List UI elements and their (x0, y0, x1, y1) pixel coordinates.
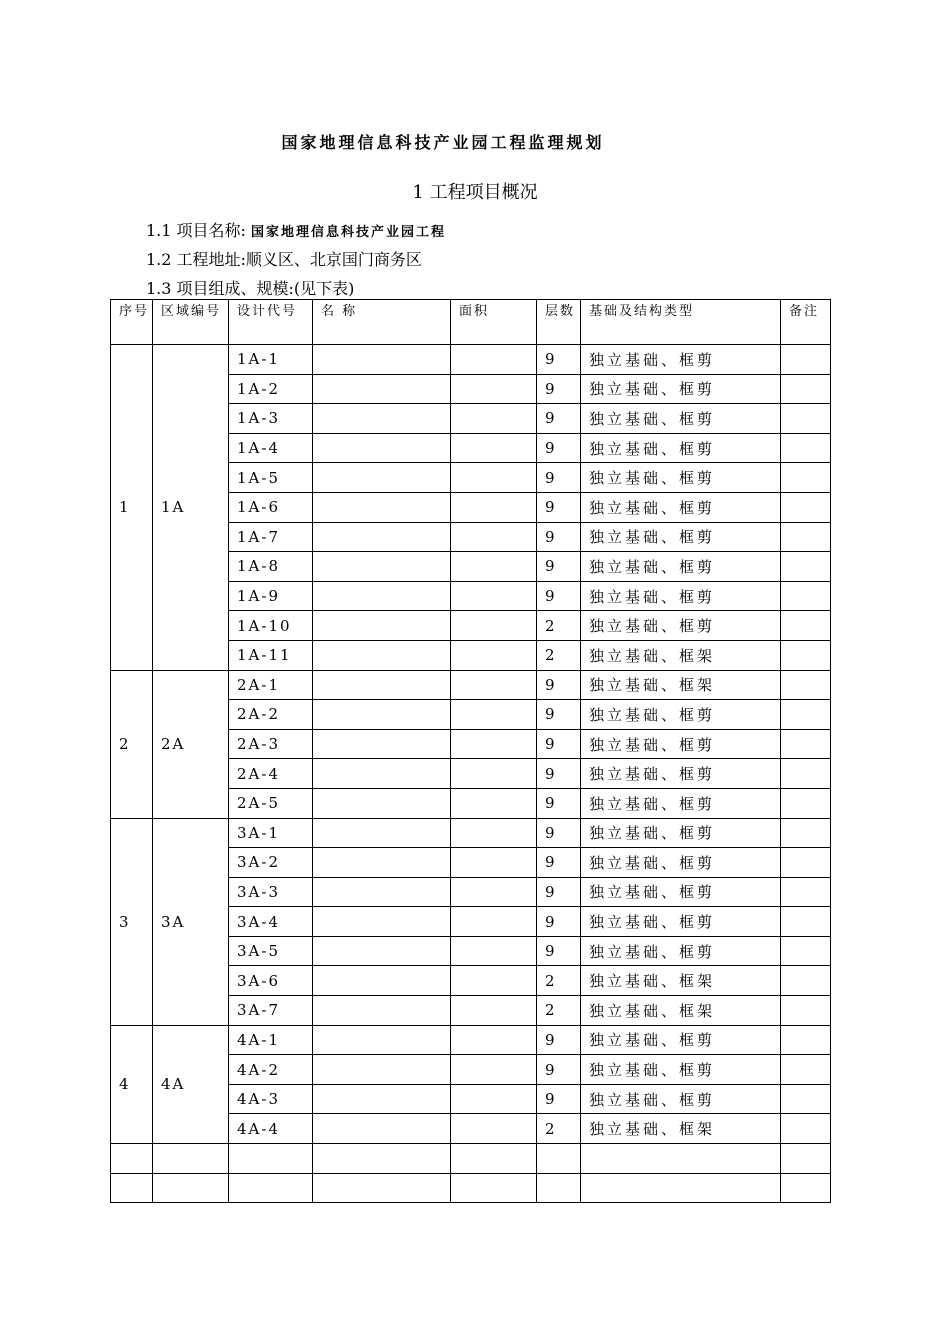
floors-cell: 9 (537, 877, 581, 907)
area-cell (451, 611, 537, 641)
structure-type-cell: 独立基础、框架 (581, 996, 781, 1026)
code-cell: 1A-11 (229, 640, 313, 670)
code-cell: 1A-8 (229, 552, 313, 582)
project-composition-line: 1.3 项目组成、规模:(见下表) (146, 279, 355, 298)
empty-cell (229, 1144, 313, 1174)
structure-type-cell: 独立基础、框剪 (581, 788, 781, 818)
name-cell (313, 1084, 451, 1114)
table-header-row (111, 300, 831, 345)
zone-cell: 3A (153, 818, 229, 1025)
note-cell (781, 966, 831, 996)
area-cell (451, 345, 537, 375)
note-cell (781, 996, 831, 1026)
document-title: 国家地理信息科技产业园工程监理规划 (281, 133, 605, 152)
area-cell (451, 640, 537, 670)
note-cell (781, 788, 831, 818)
code-cell: 1A-2 (229, 374, 313, 404)
code-cell: 3A-3 (229, 877, 313, 907)
code-cell: 1A-1 (229, 345, 313, 375)
name-cell (313, 936, 451, 966)
floors-cell: 2 (537, 966, 581, 996)
note-cell (781, 581, 831, 611)
code-cell: 1A-5 (229, 463, 313, 493)
note-cell (781, 936, 831, 966)
floors-cell: 2 (537, 640, 581, 670)
floors-cell: 9 (537, 818, 581, 848)
area-cell (451, 522, 537, 552)
structure-type-cell: 独立基础、框架 (581, 1114, 781, 1144)
code-cell: 1A-7 (229, 522, 313, 552)
structure-type-cell: 独立基础、框剪 (581, 611, 781, 641)
area-cell (451, 729, 537, 759)
area-cell (451, 877, 537, 907)
area-cell (451, 936, 537, 966)
empty-cell (537, 1144, 581, 1174)
empty-cell (581, 1144, 781, 1174)
code-cell: 1A-3 (229, 404, 313, 434)
note-cell (781, 1114, 831, 1144)
project-address-line: 1.2 工程地址:顺义区、北京国门商务区 (146, 250, 422, 269)
zone-cell: 4A (153, 1025, 229, 1143)
structure-type-cell: 独立基础、框剪 (581, 700, 781, 730)
structure-type-cell: 独立基础、框剪 (581, 433, 781, 463)
name-cell (313, 404, 451, 434)
name-cell (313, 877, 451, 907)
project-name-label: 1.1 项目名称: (146, 221, 246, 240)
name-cell (313, 907, 451, 937)
area-cell (451, 581, 537, 611)
structure-type-cell: 独立基础、框剪 (581, 1084, 781, 1114)
seq-cell: 1 (111, 345, 153, 671)
area-cell (451, 818, 537, 848)
name-cell (313, 759, 451, 789)
seq-cell: 3 (111, 818, 153, 1025)
note-cell (781, 877, 831, 907)
note-cell (781, 1055, 831, 1085)
table-row (111, 670, 831, 700)
area-cell (451, 996, 537, 1026)
empty-row (111, 1173, 831, 1203)
code-cell: 2A-2 (229, 700, 313, 730)
structure-type-cell: 独立基础、框剪 (581, 877, 781, 907)
area-cell (451, 966, 537, 996)
code-cell: 4A-4 (229, 1114, 313, 1144)
structure-type-cell: 独立基础、框剪 (581, 374, 781, 404)
name-cell (313, 433, 451, 463)
name-cell (313, 552, 451, 582)
structure-type-cell: 独立基础、框架 (581, 670, 781, 700)
code-cell: 3A-7 (229, 996, 313, 1026)
empty-cell (313, 1144, 451, 1174)
area-cell (451, 463, 537, 493)
note-cell (781, 700, 831, 730)
header-code: 设计代号 (229, 300, 313, 345)
structure-type-cell: 独立基础、框剪 (581, 759, 781, 789)
header-structure-type: 基础及结构类型 (581, 300, 781, 345)
code-cell: 2A-5 (229, 788, 313, 818)
zone-cell: 1A (153, 345, 229, 671)
name-cell (313, 729, 451, 759)
name-cell (313, 1055, 451, 1085)
area-cell (451, 1114, 537, 1144)
header-name: 名 称 (313, 300, 451, 345)
note-cell (781, 907, 831, 937)
seq-cell: 2 (111, 670, 153, 818)
note-cell (781, 759, 831, 789)
empty-cell (451, 1173, 537, 1203)
area-cell (451, 907, 537, 937)
code-cell: 4A-1 (229, 1025, 313, 1055)
table-row (111, 818, 831, 848)
floors-cell: 9 (537, 522, 581, 552)
table-body (111, 345, 831, 1203)
area-cell (451, 759, 537, 789)
note-cell (781, 729, 831, 759)
floors-cell: 9 (537, 492, 581, 522)
empty-cell (537, 1173, 581, 1203)
seq-cell: 4 (111, 1025, 153, 1143)
name-cell (313, 1114, 451, 1144)
empty-cell (781, 1173, 831, 1203)
note-cell (781, 848, 831, 878)
floors-cell: 9 (537, 907, 581, 937)
floors-cell: 9 (537, 463, 581, 493)
name-cell (313, 611, 451, 641)
empty-cell (111, 1173, 153, 1203)
area-cell (451, 1055, 537, 1085)
code-cell: 1A-10 (229, 611, 313, 641)
name-cell (313, 1025, 451, 1055)
note-cell (781, 522, 831, 552)
structure-type-cell: 独立基础、框剪 (581, 1055, 781, 1085)
zone-cell: 2A (153, 670, 229, 818)
floors-cell: 9 (537, 848, 581, 878)
empty-cell (153, 1144, 229, 1174)
code-cell: 1A-9 (229, 581, 313, 611)
floors-cell: 9 (537, 374, 581, 404)
name-cell (313, 670, 451, 700)
name-cell (313, 818, 451, 848)
area-cell (451, 433, 537, 463)
name-cell (313, 788, 451, 818)
note-cell (781, 552, 831, 582)
code-cell: 3A-5 (229, 936, 313, 966)
note-cell (781, 1025, 831, 1055)
name-cell (313, 374, 451, 404)
floors-cell: 9 (537, 670, 581, 700)
floors-cell: 9 (537, 759, 581, 789)
floors-cell: 9 (537, 581, 581, 611)
empty-cell (451, 1144, 537, 1174)
structure-type-cell: 独立基础、框剪 (581, 345, 781, 375)
note-cell (781, 611, 831, 641)
code-cell: 1A-4 (229, 433, 313, 463)
floors-cell: 9 (537, 936, 581, 966)
structure-type-cell: 独立基础、框剪 (581, 818, 781, 848)
area-cell (451, 492, 537, 522)
header-zone: 区域编号 (153, 300, 229, 345)
header-floors: 层数 (537, 300, 581, 345)
floors-cell: 9 (537, 788, 581, 818)
header-note: 备注 (781, 300, 831, 345)
structure-type-cell: 独立基础、框剪 (581, 581, 781, 611)
code-cell: 4A-2 (229, 1055, 313, 1085)
empty-cell (111, 1144, 153, 1174)
structure-type-cell: 独立基础、框剪 (581, 848, 781, 878)
name-cell (313, 522, 451, 552)
note-cell (781, 670, 831, 700)
name-cell (313, 966, 451, 996)
empty-cell (313, 1173, 451, 1203)
area-cell (451, 1025, 537, 1055)
name-cell (313, 640, 451, 670)
note-cell (781, 818, 831, 848)
code-cell: 1A-6 (229, 492, 313, 522)
empty-cell (581, 1173, 781, 1203)
structure-type-cell: 独立基础、框剪 (581, 492, 781, 522)
name-cell (313, 345, 451, 375)
name-cell (313, 492, 451, 522)
floors-cell: 9 (537, 552, 581, 582)
note-cell (781, 640, 831, 670)
structure-type-cell: 独立基础、框剪 (581, 729, 781, 759)
floors-cell: 9 (537, 1025, 581, 1055)
header-area: 面积 (451, 300, 537, 345)
code-cell: 3A-6 (229, 966, 313, 996)
area-cell (451, 848, 537, 878)
code-cell: 3A-2 (229, 848, 313, 878)
code-cell: 3A-1 (229, 818, 313, 848)
code-cell: 2A-1 (229, 670, 313, 700)
name-cell (313, 581, 451, 611)
floors-cell: 2 (537, 1114, 581, 1144)
structure-type-cell: 独立基础、框架 (581, 966, 781, 996)
floors-cell: 2 (537, 996, 581, 1026)
note-cell (781, 345, 831, 375)
area-cell (451, 670, 537, 700)
name-cell (313, 463, 451, 493)
structure-type-cell: 独立基础、框剪 (581, 552, 781, 582)
note-cell (781, 404, 831, 434)
note-cell (781, 374, 831, 404)
structure-type-cell: 独立基础、框剪 (581, 404, 781, 434)
structure-type-cell: 独立基础、框剪 (581, 907, 781, 937)
table-row (111, 345, 831, 375)
code-cell: 2A-4 (229, 759, 313, 789)
floors-cell: 9 (537, 729, 581, 759)
area-cell (451, 700, 537, 730)
note-cell (781, 433, 831, 463)
area-cell (451, 404, 537, 434)
structure-type-cell: 独立基础、框架 (581, 640, 781, 670)
project-table (110, 299, 831, 1203)
empty-cell (781, 1144, 831, 1174)
name-cell (313, 700, 451, 730)
structure-type-cell: 独立基础、框剪 (581, 522, 781, 552)
code-cell: 2A-3 (229, 729, 313, 759)
floors-cell: 9 (537, 1055, 581, 1085)
floors-cell: 9 (537, 433, 581, 463)
name-cell (313, 996, 451, 1026)
floors-cell: 9 (537, 700, 581, 730)
project-name-line (146, 218, 446, 241)
note-cell (781, 1084, 831, 1114)
note-cell (781, 492, 831, 522)
structure-type-cell: 独立基础、框剪 (581, 463, 781, 493)
table-row (111, 1025, 831, 1055)
structure-type-cell: 独立基础、框剪 (581, 1025, 781, 1055)
floors-cell: 2 (537, 611, 581, 641)
name-cell (313, 848, 451, 878)
empty-cell (229, 1173, 313, 1203)
empty-cell (153, 1173, 229, 1203)
empty-row (111, 1144, 831, 1174)
structure-type-cell: 独立基础、框剪 (581, 936, 781, 966)
note-cell (781, 463, 831, 493)
area-cell (451, 1084, 537, 1114)
floors-cell: 9 (537, 345, 581, 375)
header-seq: 序号 (111, 300, 153, 345)
floors-cell: 9 (537, 1084, 581, 1114)
floors-cell: 9 (537, 404, 581, 434)
area-cell (451, 788, 537, 818)
code-cell: 4A-3 (229, 1084, 313, 1114)
area-cell (451, 552, 537, 582)
area-cell (451, 374, 537, 404)
project-name-value: 国家地理信息科技产业园工程 (251, 225, 447, 240)
code-cell: 3A-4 (229, 907, 313, 937)
section-heading: 1 工程项目概况 (412, 182, 538, 203)
